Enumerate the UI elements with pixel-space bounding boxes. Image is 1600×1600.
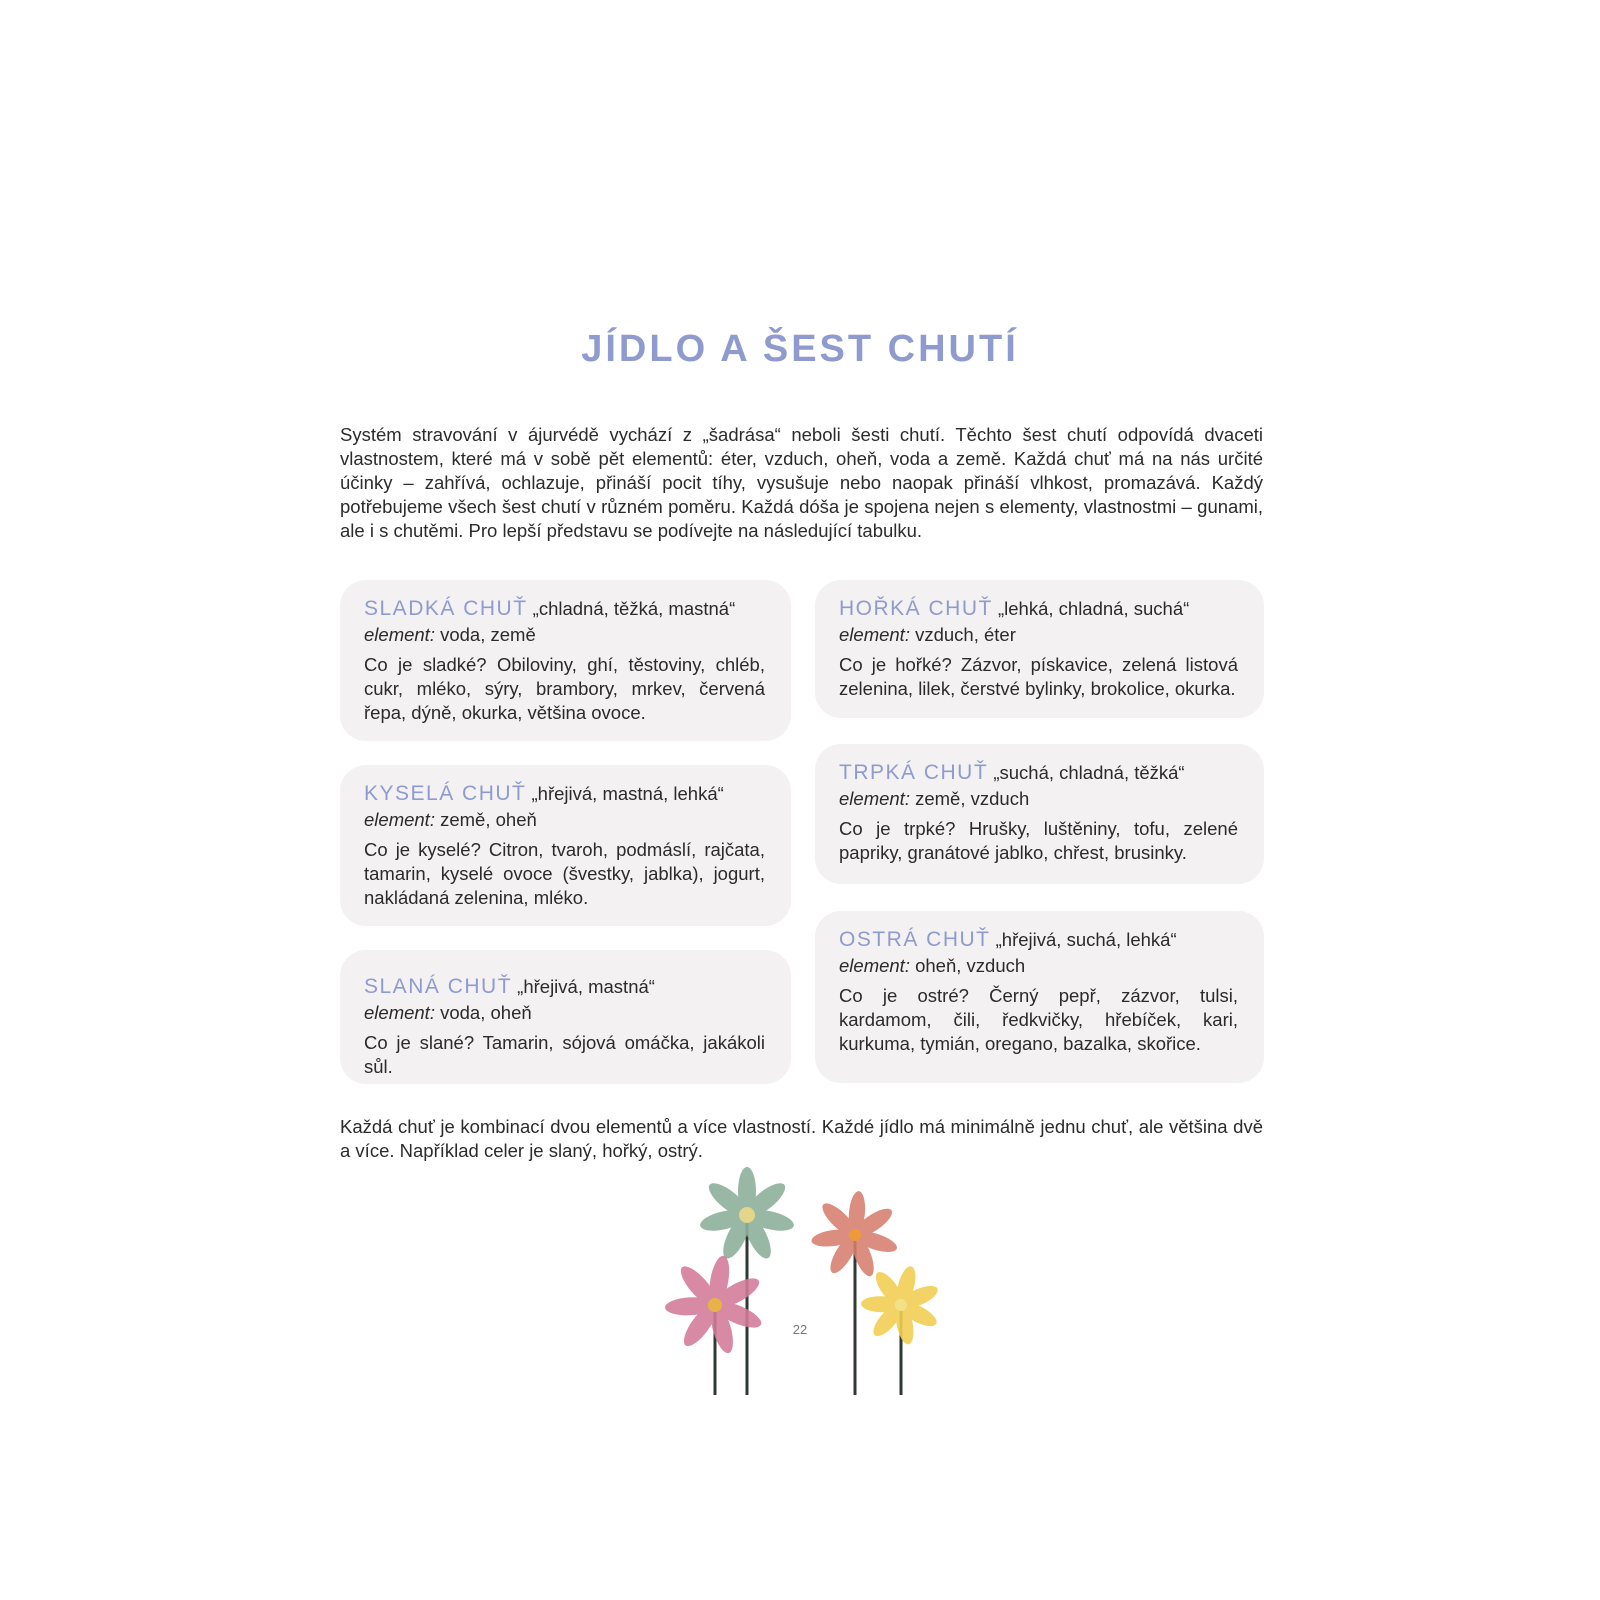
taste-properties: „lehká, chladná, suchá“ bbox=[997, 598, 1190, 619]
taste-card-salty bbox=[340, 950, 791, 1084]
taste-name: HOŘKÁ CHUŤ bbox=[839, 597, 993, 620]
taste-card-sour bbox=[340, 765, 791, 926]
taste-examples: Co je hořké? Zázvor, pískavice, zelená listová zelenina, lilek, čerstvé bylinky, brokolice, okurka. bbox=[839, 654, 1238, 699]
element-line bbox=[364, 622, 765, 647]
taste-card-astringent bbox=[815, 744, 1264, 884]
card-heading bbox=[364, 781, 765, 807]
taste-card-bitter bbox=[815, 580, 1264, 718]
element-label: element: bbox=[839, 955, 910, 976]
page-number: 22 bbox=[792, 1322, 808, 1337]
card-heading bbox=[839, 760, 1238, 786]
taste-name: OSTRÁ CHUŤ bbox=[839, 928, 991, 951]
taste-properties: „chladná, těžká, mastná“ bbox=[532, 598, 736, 619]
element-values: voda, země bbox=[440, 624, 536, 645]
element-label: element: bbox=[839, 624, 910, 645]
card-heading bbox=[364, 974, 765, 1000]
taste-name: SLANÁ CHUŤ bbox=[364, 975, 513, 998]
taste-name: KYSELÁ CHUŤ bbox=[364, 782, 527, 805]
taste-name: TRPKÁ CHUŤ bbox=[839, 761, 989, 784]
taste-properties: „hřejivá, mastná, lehká“ bbox=[531, 783, 724, 804]
page-title: JÍDLO A ŠEST CHUTÍ bbox=[581, 328, 1019, 370]
element-values: vzduch, éter bbox=[915, 624, 1016, 645]
card-heading bbox=[839, 927, 1238, 953]
closing-paragraph: Každá chuť je kombinací dvou elementů a více vlastností. Každé jídlo má minimálně jednu chuť, ale většina dvě a více. Například celer je slaný, hořký, ostrý. bbox=[340, 1116, 1263, 1161]
intro-paragraph: Systém stravování v ájurvédě vychází z „šadrása“ neboli šesti chutí. Těchto šest chutí odpovídá dvaceti vlastnostem, které má v sobě pět elementů: éter, vzduch, oheň, voda a země. Každá chuť má na nás určité účinky – zahřívá, ochlazuje, přináší pocit tíhy, vysušuje nebo naopak přináší vlhkost, promazává. Každý potřebujeme všech šest chutí v různém poměru. Každá dóša je spojena nejen s elementy, vlastnostmi – gunami, ale i s chutěmi. Pro lepší představu se podívejte na následující tabulku. bbox=[340, 424, 1263, 541]
element-label: element: bbox=[839, 788, 910, 809]
taste-examples: Co je trpké? Hrušky, luštěniny, tofu, zelené papriky, granátové jablko, chřest, brusinky. bbox=[839, 818, 1238, 863]
taste-examples: Co je slané? Tamarin, sójová omáčka, jakákoli sůl. bbox=[364, 1032, 765, 1077]
element-line bbox=[839, 953, 1238, 978]
taste-examples: Co je ostré? Černý pepř, zázvor, tulsi, kardamom, čili, ředkvičky, hřebíček, kari, kurkuma, tymián, oregano, bazalka, skořice. bbox=[839, 985, 1238, 1054]
taste-name: SLADKÁ CHUŤ bbox=[364, 597, 528, 620]
taste-properties: „suchá, chladná, těžká“ bbox=[993, 762, 1185, 783]
flowers-illustration bbox=[655, 1155, 955, 1395]
element-label: element: bbox=[364, 809, 435, 830]
element-label: element: bbox=[364, 624, 435, 645]
taste-properties: „hřejivá, mastná“ bbox=[517, 976, 655, 997]
taste-card-sweet bbox=[340, 580, 791, 741]
element-values: oheň, vzduch bbox=[915, 955, 1026, 976]
element-values: země, oheň bbox=[440, 809, 537, 830]
element-label: element: bbox=[364, 1002, 435, 1023]
taste-card-pungent bbox=[815, 911, 1264, 1083]
element-line bbox=[364, 807, 765, 832]
card-heading bbox=[839, 596, 1238, 622]
element-line bbox=[839, 622, 1238, 647]
taste-examples: Co je sladké? Obiloviny, ghí, těstoviny, chléb, cukr, mléko, sýry, brambory, mrkev, červená řepa, dýně, okurka, většina ovoce. bbox=[364, 654, 765, 723]
element-values: země, vzduch bbox=[915, 788, 1030, 809]
taste-properties: „hřejivá, suchá, lehká“ bbox=[995, 929, 1177, 950]
yellow-flower bbox=[861, 1264, 941, 1345]
card-heading bbox=[364, 596, 765, 622]
element-line bbox=[839, 786, 1238, 811]
element-line bbox=[364, 1000, 765, 1025]
taste-examples: Co je kyselé? Citron, tvaroh, podmáslí, rajčata, tamarin, kyselé ovoce (švestky, jablka), jogurt, nakládaná zelenina, mléko. bbox=[364, 839, 765, 908]
element-values: voda, oheň bbox=[440, 1002, 532, 1023]
